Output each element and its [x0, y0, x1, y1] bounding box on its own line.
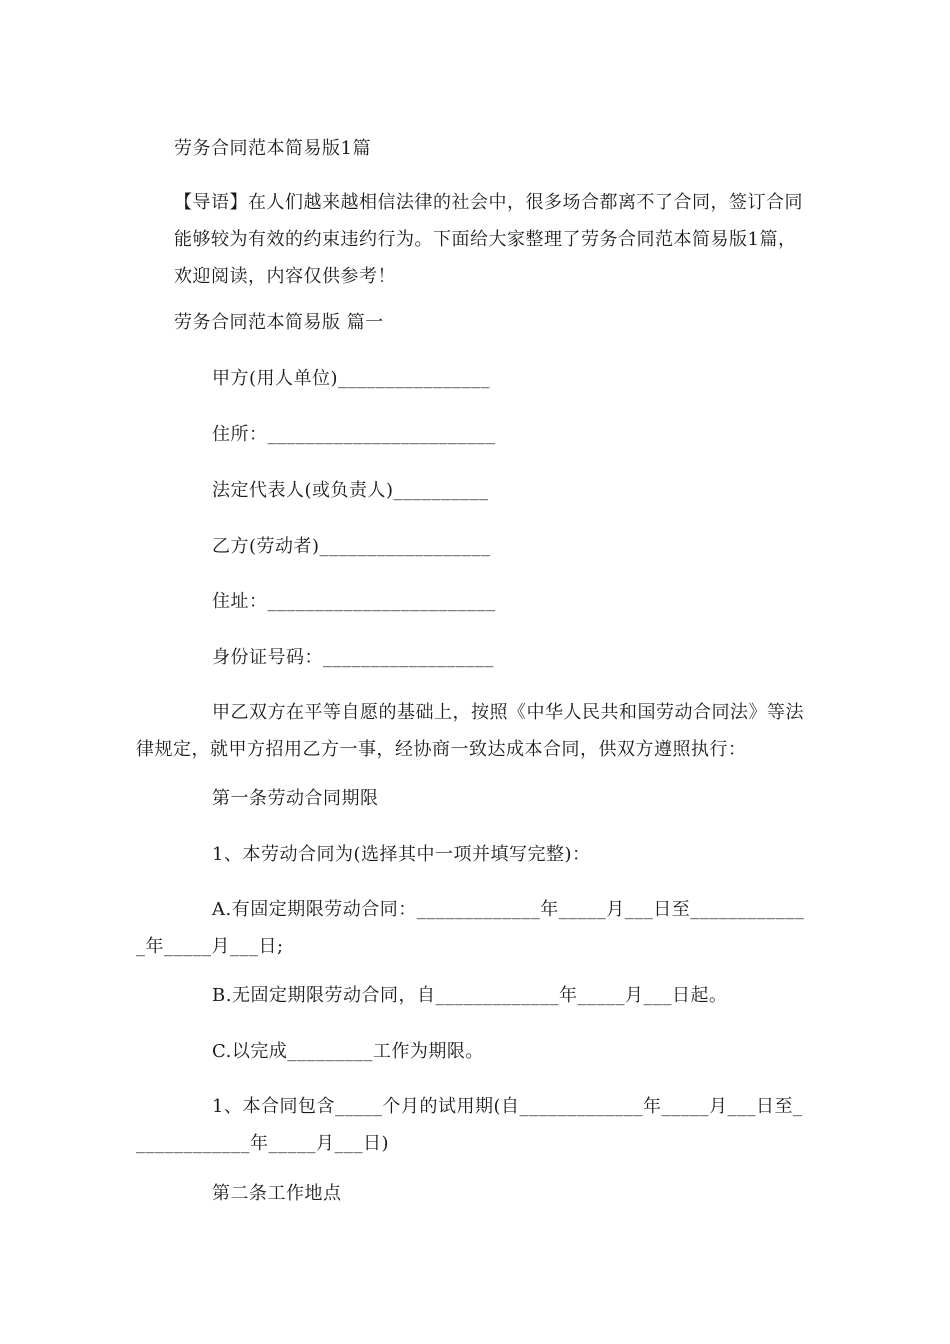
id-number-field: 身份证号码：__________________ — [212, 647, 494, 668]
party-b-field: 乙方(劳动者)__________________ — [212, 536, 491, 557]
option-a-text: A.有固定期限劳动合同：_____________年_____月___日至_____________年_____月___日; — [136, 899, 805, 957]
document-title: 劳务合同范本简易版1篇 — [174, 138, 371, 159]
intro-text: 【导语】在人们越来越相信法律的社会中，很多场合都离不了合同，签订合同能够较为有效的约束违约行为。下面给大家整理了劳务合同范本简易版1篇，欢迎阅读，内容仅供参考！ — [174, 192, 803, 287]
preamble-paragraph — [136, 694, 810, 768]
article1-title: 第一条劳动合同期限 — [212, 788, 379, 809]
section-title: 劳务合同范本简易版 篇一 — [174, 312, 384, 333]
clause1-text: 1、本劳动合同为(选择其中一项并填写完整)： — [212, 844, 591, 865]
intro-paragraph — [174, 184, 810, 295]
party-a-field: 甲方(用人单位)________________ — [212, 368, 491, 389]
address-b-field: 住址：________________________ — [212, 591, 496, 612]
legal-rep-field: 法定代表人(或负责人)__________ — [212, 480, 489, 501]
address-a-field: 住所：________________________ — [212, 424, 496, 445]
option-c-text: C.以完成_________工作为期限。 — [212, 1041, 484, 1062]
option-b-text: B.无固定期限劳动合同，自_____________年_____月___日起。 — [212, 985, 728, 1006]
preamble-text: 甲乙双方在平等自愿的基础上，按照《中华人民共和国劳动合同法》等法律规定，就甲方招用乙方一事，经协商一致达成本合同，供双方遵照执行： — [136, 702, 804, 760]
clause2-text: 1、本合同包含_____个月的试用期(自_____________年_____月___日至_____________年_____月___日) — [136, 1096, 803, 1154]
clause2-paragraph — [136, 1088, 810, 1162]
option-a-paragraph — [136, 891, 810, 965]
article2-title: 第二条工作地点 — [212, 1183, 342, 1204]
